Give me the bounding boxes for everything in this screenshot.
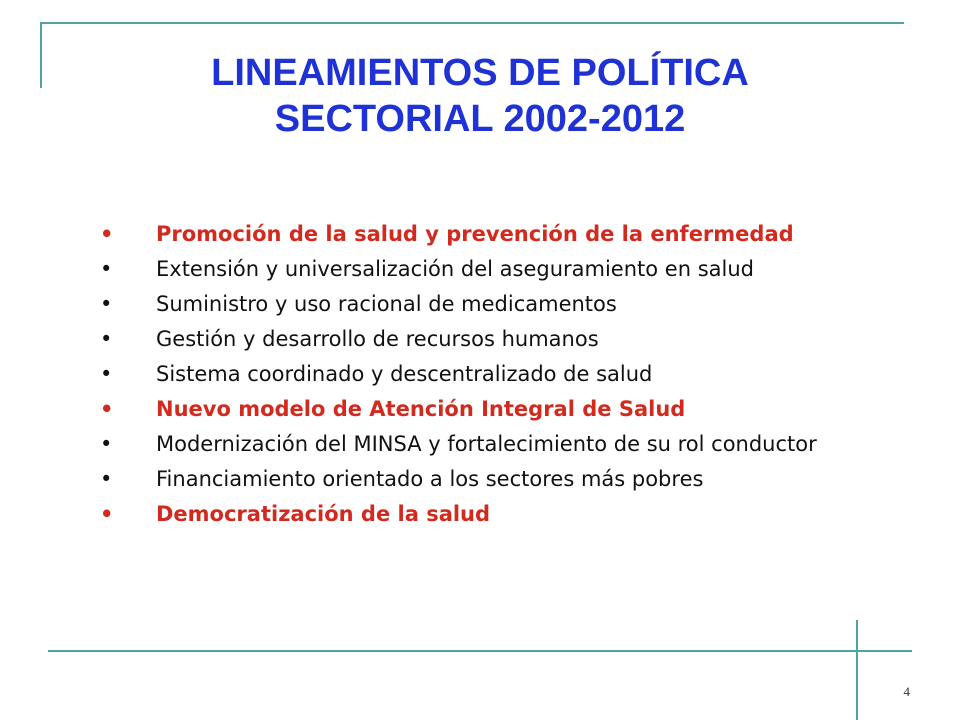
bullet-icon: • (100, 397, 114, 421)
list-item (96, 292, 876, 317)
bullet-icon: • (100, 502, 114, 526)
top-left-rule (40, 22, 42, 88)
list-item (96, 222, 876, 247)
list-item-text: Extensión y universalización del aseguramiento en salud (156, 257, 754, 281)
list-item (96, 502, 876, 527)
list-item-text: Sistema coordinado y descentralizado de salud (156, 362, 653, 386)
bullet-icon: • (100, 257, 113, 281)
bullet-icon: • (100, 292, 113, 316)
slide-title (60, 50, 900, 142)
bullet-icon: • (100, 222, 114, 246)
list-item-text: Democratización de la salud (156, 502, 491, 526)
bullet-icon: • (100, 327, 113, 351)
bottom-rule (48, 650, 912, 652)
list-item-text: Promoción de la salud y prevención de la enfermedad (156, 222, 794, 246)
list-item (96, 467, 876, 492)
list-item (96, 432, 876, 457)
title-line-2: SECTORIAL 2002-2012 (274, 98, 686, 140)
list-item (96, 397, 876, 422)
title-line-1: LINEAMIENTOS DE POLÍTICA (211, 52, 749, 94)
page-number: 4 (903, 684, 910, 699)
bullet-icon: • (100, 362, 113, 386)
bullet-icon: • (100, 432, 113, 456)
list-item (96, 362, 876, 387)
top-rule (40, 22, 904, 24)
bullet-list (96, 222, 876, 537)
list-item (96, 327, 876, 352)
list-item-text: Financiamiento orientado a los sectores más pobres (156, 467, 704, 491)
list-item-text: Modernización del MINSA y fortalecimiento de su rol conductor (156, 432, 817, 456)
bottom-right-rule (856, 620, 858, 720)
list-item (96, 257, 876, 282)
bullet-icon: • (100, 467, 113, 491)
list-item-text: Nuevo modelo de Atención Integral de Salud (156, 397, 686, 421)
list-item-text: Suministro y uso racional de medicamentos (156, 292, 617, 316)
list-item-text: Gestión y desarrollo de recursos humanos (156, 327, 599, 351)
